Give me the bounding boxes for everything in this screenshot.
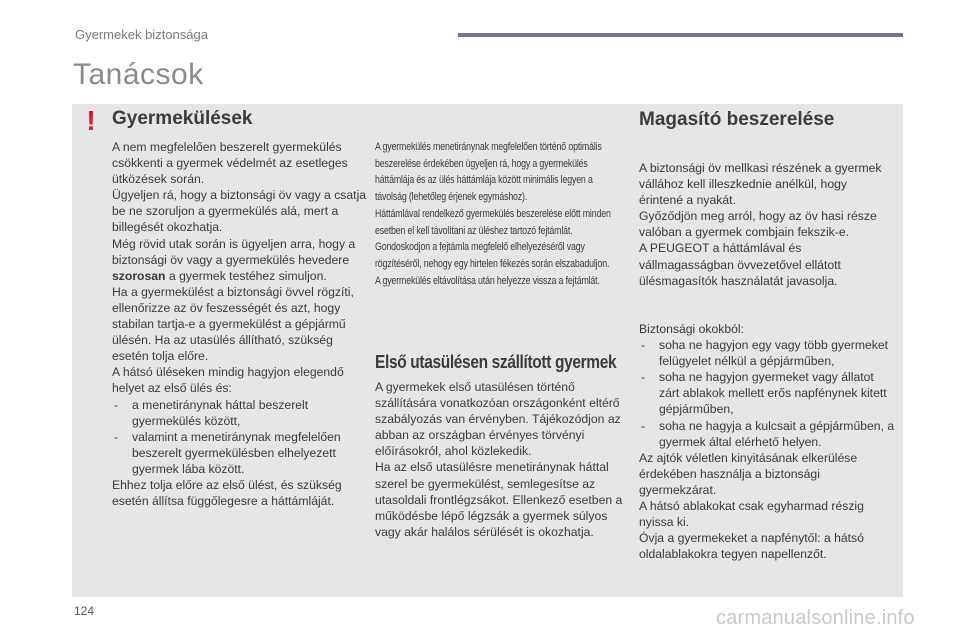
child-seats-column <box>112 139 367 509</box>
page-number: 124 <box>74 604 95 618</box>
paragraph: Ha a gyermekülést a biztonsági övvel rögzíti, ellenőrizze az öv feszességét és azt, hogy stabilan tartja-e a gyermekülést a gépjármű ülésén. Ha az utasülés állítható, szükség esetén tolja előre. <box>112 284 354 364</box>
paragraph: Győződjön meg arról, hogy az öv hasi része valóban a gyermek combjain fekszik-e. <box>639 209 877 240</box>
paragraph: A PEUGEOT a háttámlával és vállmagasságban övvezetővel ellátott ülésmagasítók használatát javasolja. <box>639 241 841 288</box>
paragraph: A hátsó üléseken mindig hagyjon elegendő helyet az első ülés és: <box>112 365 344 396</box>
booster-column <box>639 160 891 289</box>
text-run: Még rövid utak során is ügyeljen arra, hogy a biztonsági öv vagy a gyermekülés hevedere <box>112 236 356 267</box>
spacing-list <box>112 397 367 477</box>
section-heading-booster: Magasító beszerelése <box>639 109 835 130</box>
paragraph <box>112 236 367 284</box>
bold-text: szorosan <box>112 268 166 283</box>
safety-list <box>639 337 897 450</box>
front-seat-column <box>375 379 630 540</box>
chapter-accent-bar <box>458 33 903 37</box>
child-seats-column-2 <box>375 139 617 289</box>
paragraph: Ha az első utasülésre menetiránynak háttal szerel be gyermekülést, semlegesítse az utasoldali frontlégzsákot. Ellenkező esetben a működésbe lépő légzsák a gyermek súlyos vagy akár halálos sérülését is okozhatja. <box>375 460 623 539</box>
paragraph: A biztonsági öv mellkasi részének a gyermek vállához kell illeszkednie anélkül, hogy érintené a nyakát. <box>639 161 882 208</box>
paragraph: Óvja a gyermekeket a napfénytől: a hátsó oldalablakokra tegyen napellenzőt. <box>639 531 864 562</box>
section-heading-child-seats: Gyermekülések <box>112 108 253 129</box>
paragraph: A gyermekek első utasülésen történő szállítására vonatkozóan országonként eltérő szabályozás van érvényben. Tájékozódjon az abban az országban érvényes törvényi előírásokról, ahol közlekedik. <box>375 380 621 459</box>
list-item: - a menetiránynak háttal beszerelt gyermekülés között, <box>112 397 367 429</box>
paragraph: Gondoskodjon a fejtámla megfelelő elhelyezéséről vagy rögzítéséről, nehogy egy hirtelen fékezés során elszabaduljon. <box>375 241 610 270</box>
paragraph: A hátsó ablakokat csak egyharmad részig nyissa ki. <box>639 499 864 530</box>
list-item: - valamint a menetiránynak megfelelően beszerelt gyermekülésben elhelyezett gyermek lába között. <box>112 429 367 477</box>
paragraph: Ehhez tolja előre az első ülést, és szükség esetén állítsa függőlegesre a háttámláját. <box>112 477 342 509</box>
paragraph: A nem megfelelően beszerelt gyermekülés csökkenti a gyermek védelmét az esetleges ütközések során. <box>112 140 348 187</box>
exclamation-icon: ! <box>86 105 96 136</box>
text-run: a gyermek testéhez simuljon. <box>165 268 327 283</box>
watermark: carmanualsonline.info <box>716 607 915 629</box>
paragraph: A gyermekülés eltávolítása után helyezze vissza a fejtámlát. <box>375 274 600 287</box>
paragraph: Az ajtók véletlen kinyitásának elkerülése érdekében használja a biztonsági gyermekzárat. <box>639 450 858 497</box>
section-heading-front-seat: Első utasülésen szállított gyermek <box>375 352 617 372</box>
paragraph: Ügyeljen rá, hogy a biztonsági öv vagy a csatja be ne szoruljon a gyermekülés alá, mert a billegését okozhatja. <box>112 188 367 235</box>
page-title: Tanácsok <box>73 58 204 91</box>
paragraph: A gyermekülés menetiránynak megfelelően történő optimális beszerelése érdekében ügyeljen rá, hogy a gyermekülés háttámlája és az ülés háttámlája között minimális legyen a távolság (lehetőleg érjenek egymáshoz). <box>375 141 602 204</box>
paragraph: Háttámlával rendelkező gyermekülés beszerelése előtt minden esetben el kell távolítani az üléshez tartozó fejtámlát. <box>375 207 611 237</box>
paragraph: Biztonsági okokból: <box>639 322 745 336</box>
chapter-title: Gyermekek biztonsága <box>75 27 208 42</box>
list-item: - soha ne hagyja a kulcsait a gépjárműben, a gyermek által elérhető helyen. <box>639 418 897 450</box>
safety-column <box>639 321 897 562</box>
list-item: - soha ne hagyjon egy vagy több gyermeket felügyelet nélkül a gépjárműben, <box>639 337 897 369</box>
list-item: - soha ne hagyjon gyermeket vagy állatot zárt ablakok mellett erős napfénynek kitett gépjárműben, <box>639 369 897 417</box>
